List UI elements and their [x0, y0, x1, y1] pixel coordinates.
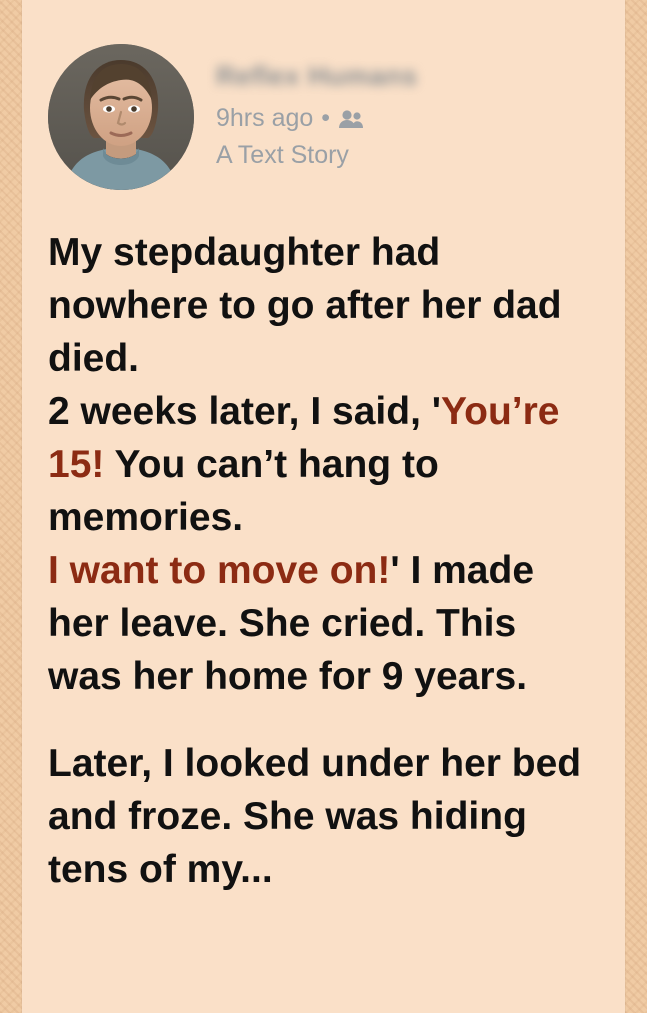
body-text: 2 weeks later, I said, ': [48, 390, 442, 434]
author-name[interactable]: Reflex Humans: [216, 62, 418, 91]
post-body: [22, 190, 625, 896]
body-text: My stepdaughter had nowhere to go after her dad died.: [48, 231, 562, 381]
story-type-label: A Text Story: [216, 141, 349, 169]
post-timestamp: 9hrs ago: [216, 104, 314, 132]
post-paragraph: [48, 544, 599, 703]
post-card: [22, 0, 625, 1013]
highlighted-text: You’re 15!: [48, 390, 560, 487]
avatar[interactable]: [48, 44, 194, 190]
avatar-photo: [48, 44, 194, 190]
decorative-right-margin: [625, 0, 647, 1013]
body-text: Later, I looked under her bed and froze. She was hiding tens of my...: [48, 742, 582, 892]
highlighted-text: I want to move on!: [48, 549, 391, 593]
body-text: ' I made her leave. She cried. This was her home for 9 years.: [48, 549, 535, 699]
post-header: [22, 0, 625, 190]
friends-icon[interactable]: [338, 109, 364, 129]
decorative-left-margin: [0, 0, 22, 1013]
post-paragraph: [48, 226, 599, 385]
body-text: You can’t hang to memories.: [48, 443, 439, 540]
post-paragraph: [48, 385, 599, 544]
post-header-text: [216, 44, 418, 170]
post-paragraph: [48, 737, 599, 896]
post-meta: [216, 104, 418, 133]
meta-separator: •: [321, 104, 331, 132]
